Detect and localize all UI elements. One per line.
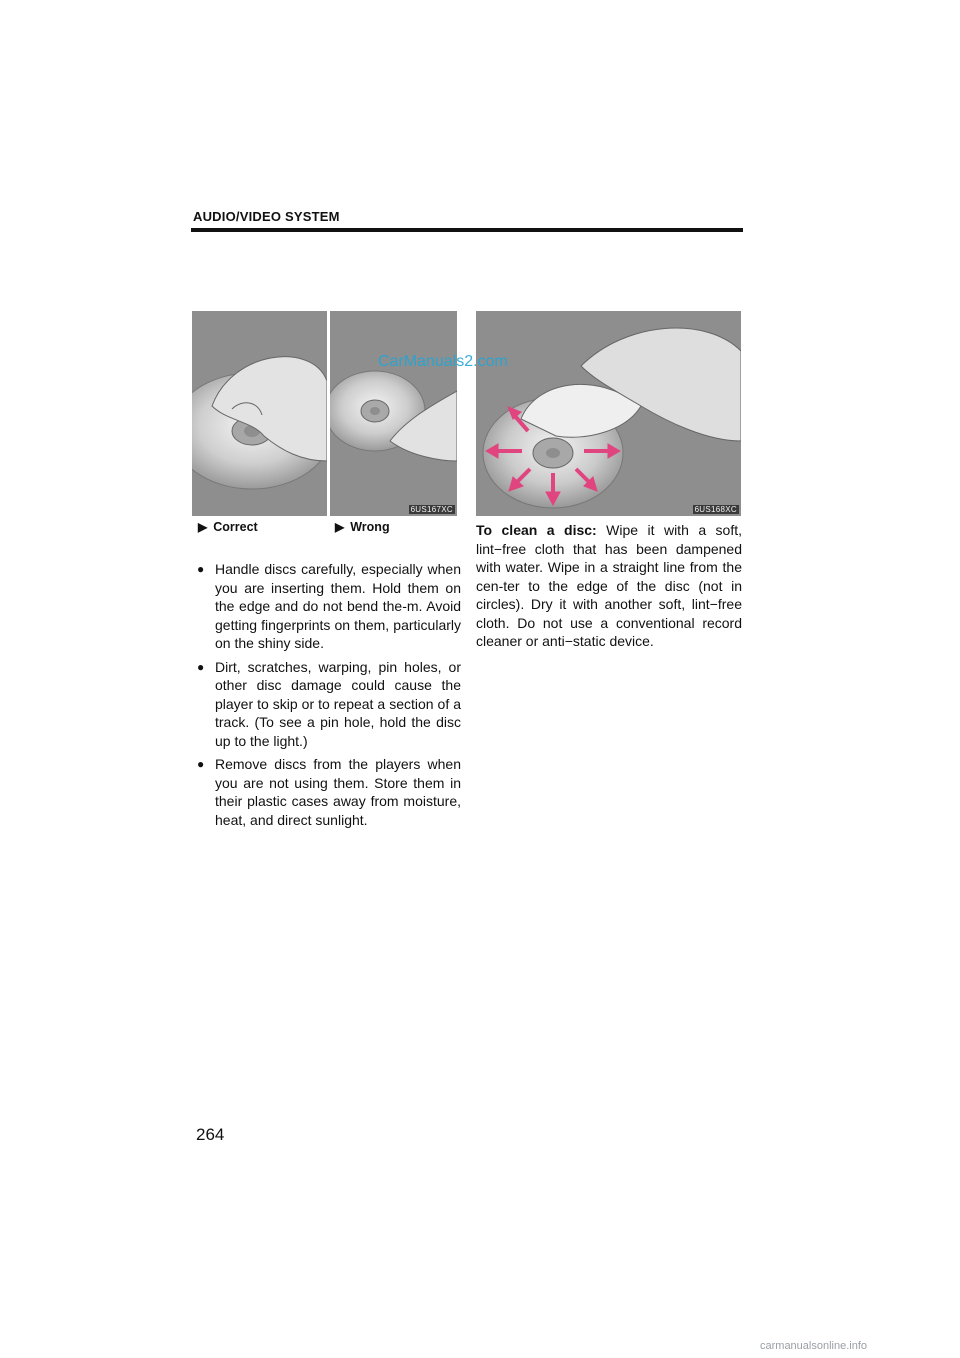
image-code: 6US168XC [694, 505, 737, 514]
list-item [197, 755, 461, 829]
image-code: 6US167XC [410, 505, 453, 514]
triangle-marker-icon: ▶ [335, 520, 345, 534]
list-item [197, 658, 461, 751]
header-title: AUDIO/VIDEO SYSTEM [193, 209, 340, 224]
cleaning-text: Wipe it with a soft, lint−free cloth that has been dampened with water. Wipe in a straight line from the cen-ter to the edge of the disc (not in circles). Dry it with another soft, lint−free cloth. Do not use a conventional record cleaner or anti−static device. [476, 522, 743, 649]
caption-wrong [335, 520, 390, 534]
bullet-text: Handle discs carefully, especially when you are inserting them. Hold them on the edge and do not bend the-m. Avoid getting fingerprints on them, particularly on the shiny side. [215, 561, 461, 651]
cleaning-paragraph [476, 521, 742, 651]
watermark: CarManuals2.com [378, 353, 508, 370]
photo-wrong-handling [330, 311, 457, 516]
list-item [197, 560, 461, 653]
caption-correct [198, 520, 258, 534]
bullet-icon: ● [197, 659, 205, 674]
cleaning-lead: To clean a disc: [476, 522, 597, 538]
bullet-icon: ● [197, 562, 205, 576]
triangle-marker-icon: ▶ [198, 520, 208, 534]
photo-correct-handling [192, 311, 327, 516]
footer-watermark: carmanualsonline.info [760, 1340, 868, 1352]
bullet-icon: ● [197, 757, 205, 771]
caption-wrong-label: Wrong [350, 520, 390, 534]
bullet-text: Dirt, scratches, warping, pin holes, or other disc damage could cause the player to skip or to repeat a section of a track. (To see a pin hole, hold the disc up to the light.) [215, 658, 461, 749]
bullet-text: Remove discs from the players when you are not using them. Store them in their plastic cases away from moisture, heat, and direct sunlight. [215, 756, 461, 828]
page-number: 264 [196, 1125, 225, 1144]
header-rule [191, 228, 743, 232]
photo-cleaning-disc [476, 311, 741, 516]
bullet-list [197, 560, 461, 834]
caption-correct-label: Correct [213, 520, 258, 534]
